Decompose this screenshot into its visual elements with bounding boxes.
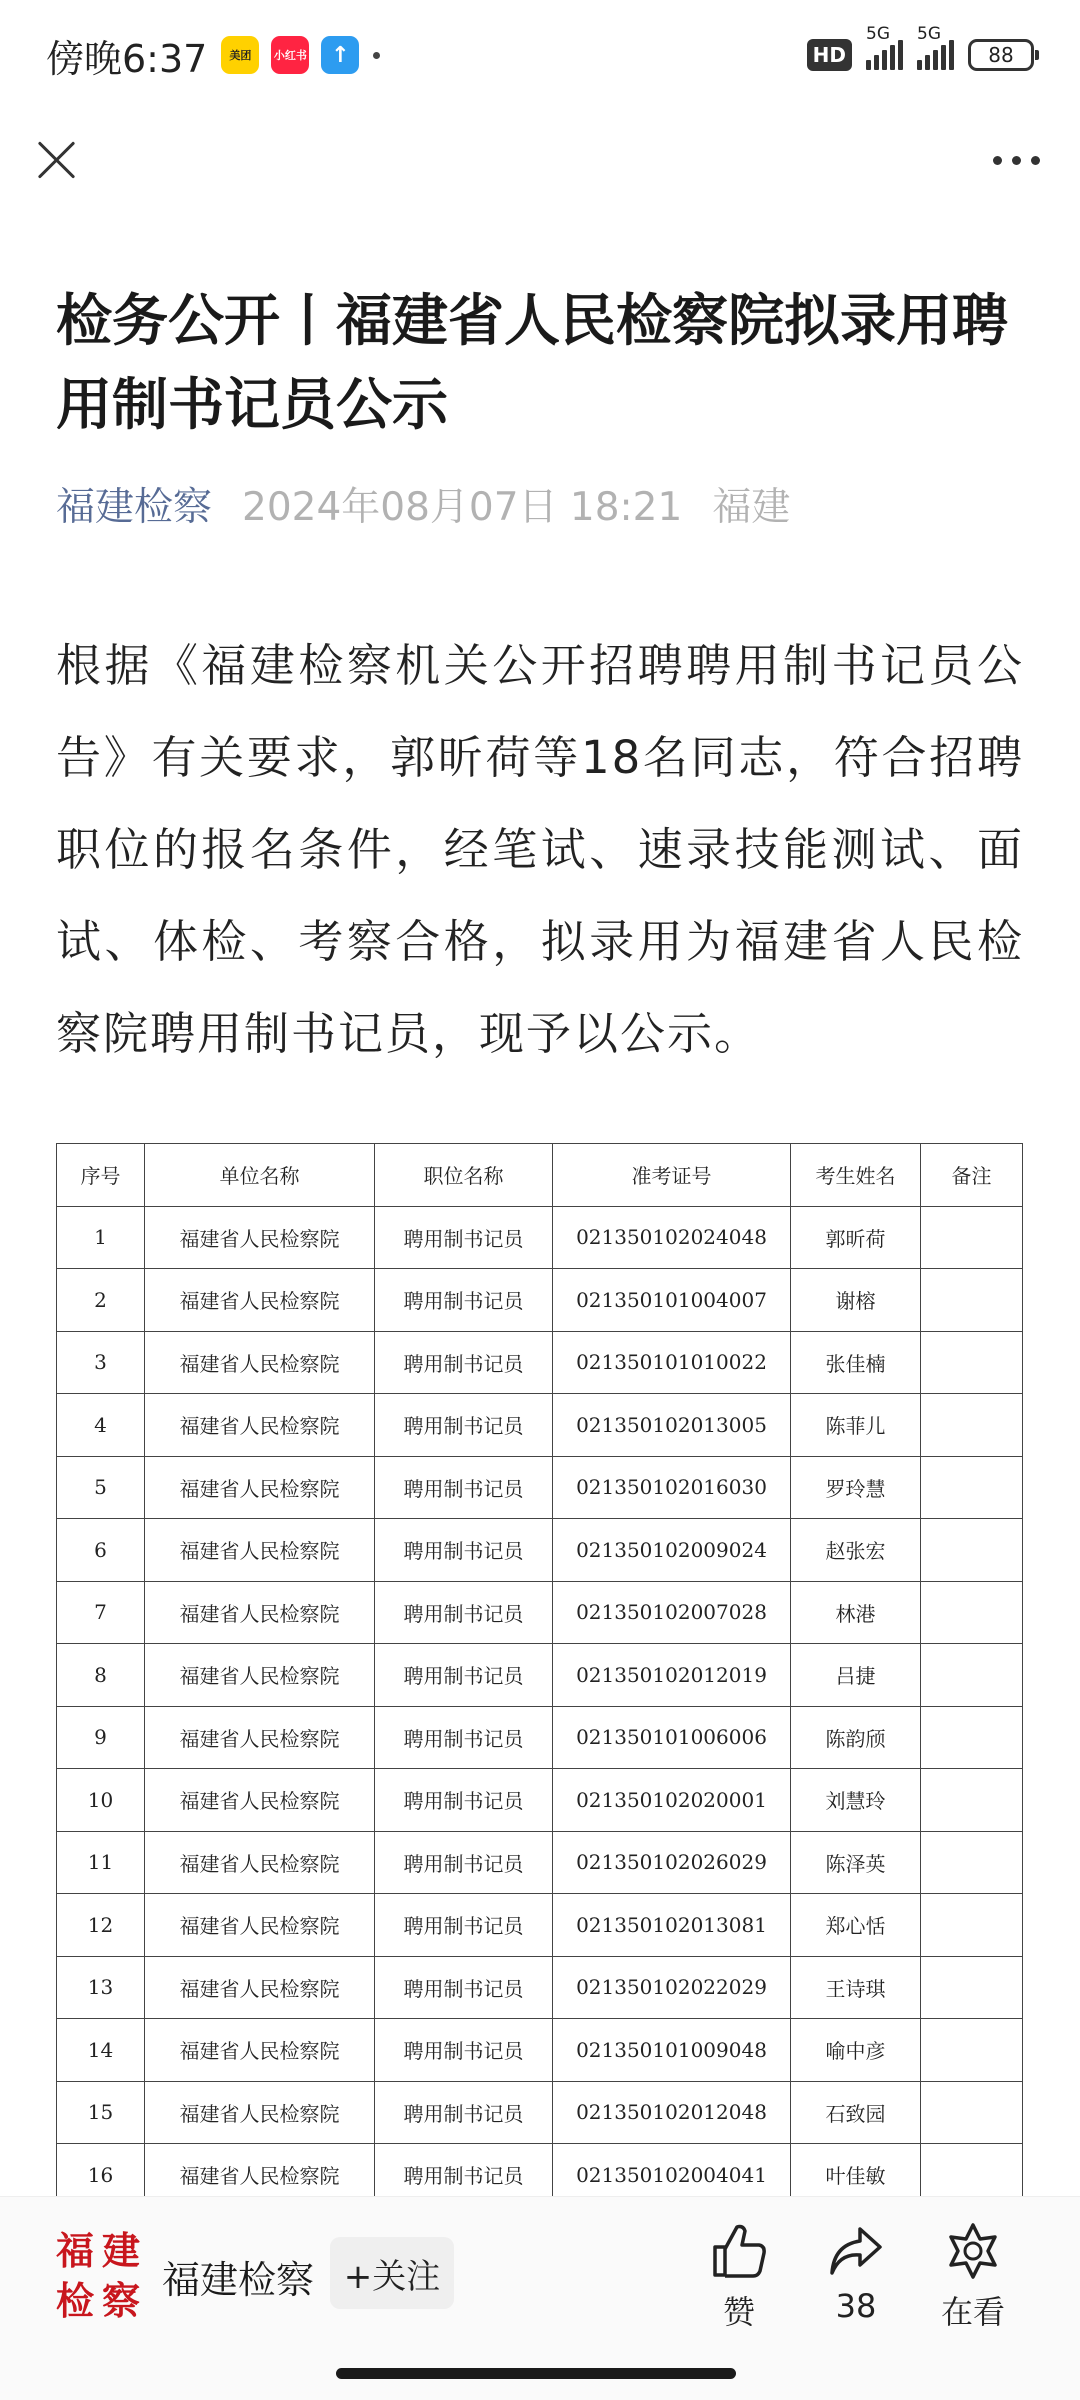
cell-unit: 福建省人民检察院 [145, 1956, 375, 2019]
cell-exam-id: 021350102012019 [553, 1644, 791, 1707]
cell-position: 聘用制书记员 [375, 1581, 553, 1644]
logo-char: 福 [55, 2228, 94, 2273]
cell-index: 15 [57, 2081, 145, 2144]
cell-exam-id: 021350101006006 [553, 1706, 791, 1769]
cell-remark [921, 1331, 1023, 1394]
cell-index: 6 [57, 1519, 145, 1582]
cell-exam-id: 021350102004041 [553, 2144, 791, 2207]
cell-name: 罗玲慧 [791, 1456, 921, 1519]
network-type-label: 5G [866, 24, 890, 44]
cell-name: 郭昕荷 [791, 1206, 921, 1269]
cell-remark [921, 1269, 1023, 1332]
table-row [57, 2019, 1023, 2082]
cell-exam-id: 021350102026029 [553, 1831, 791, 1894]
cell-exam-id: 021350102012048 [553, 2081, 791, 2144]
table-row [57, 1394, 1023, 1457]
cell-exam-id: 021350102022029 [553, 1956, 791, 2019]
cell-unit: 福建省人民检察院 [145, 1206, 375, 1269]
meituan-icon: 美团 [221, 36, 259, 74]
status-bar [0, 0, 1080, 110]
cell-exam-id: 021350101010022 [553, 1331, 791, 1394]
status-time: 傍晚6:37 [46, 36, 208, 81]
cell-position: 聘用制书记员 [375, 2081, 553, 2144]
cell-unit: 福建省人民检察院 [145, 1706, 375, 1769]
logo-char: 建 [101, 2228, 140, 2273]
header-remark: 备注 [921, 1144, 1023, 1207]
cell-remark [921, 1206, 1023, 1269]
cell-name: 石致园 [791, 2081, 921, 2144]
cell-position: 聘用制书记员 [375, 1706, 553, 1769]
cell-position: 聘用制书记员 [375, 1519, 553, 1582]
header-unit: 单位名称 [145, 1144, 375, 1207]
home-indicator[interactable] [336, 2368, 736, 2379]
wow-label: 在看 [940, 2293, 1005, 2331]
article-body: 根据《福建检察机关公开招聘聘用制书记员公告》有关要求，郭昕荷等18名同志，符合招聘职位的报名条件，经笔试、速录技能测试、面试、体检、考察合格，拟录用为福建省人民检察院聘用制书记员，现予以公示。 [56, 639, 1024, 1060]
cell-remark [921, 1894, 1023, 1957]
cell-position: 聘用制书记员 [375, 1269, 553, 1332]
nav-bar [0, 120, 1080, 200]
table-row [57, 2081, 1023, 2144]
cell-position: 聘用制书记员 [375, 1331, 553, 1394]
table-row [57, 1956, 1023, 2019]
cell-exam-id: 021350102016030 [553, 1456, 791, 1519]
more-options-icon[interactable] [983, 146, 1050, 175]
cell-remark [921, 1956, 1023, 2019]
account-logo[interactable] [52, 2227, 144, 2327]
cell-index: 10 [57, 1769, 145, 1832]
share-arrow-icon [826, 2221, 886, 2281]
cell-unit: 福建省人民检察院 [145, 1894, 375, 1957]
table-row [57, 1269, 1023, 1332]
status-indicators [807, 24, 1034, 71]
star-flower-icon [943, 2221, 1003, 2281]
cell-name: 张佳楠 [791, 1331, 921, 1394]
cell-unit: 福建省人民检察院 [145, 1769, 375, 1832]
cell-position: 聘用制书记员 [375, 1894, 553, 1957]
cell-index: 13 [57, 1956, 145, 2019]
hd-voice-icon: HD [807, 39, 852, 71]
publish-region: 福建 [712, 485, 791, 530]
cell-position: 聘用制书记员 [375, 1206, 553, 1269]
cell-exam-id: 021350102024048 [553, 1206, 791, 1269]
status-app-icons [221, 36, 359, 74]
header-position: 职位名称 [375, 1144, 553, 1207]
table-header-row [57, 1144, 1023, 1207]
cell-remark [921, 1706, 1023, 1769]
cell-name: 王诗琪 [791, 1956, 921, 2019]
notification-dot-icon [373, 52, 380, 59]
follow-button[interactable]: +关注 [330, 2237, 454, 2309]
share-count: 38 [835, 2287, 877, 2325]
cell-position: 聘用制书记员 [375, 1769, 553, 1832]
cell-unit: 福建省人民检察院 [145, 1581, 375, 1644]
battery-icon: 88 [968, 39, 1034, 71]
table-row [57, 1831, 1023, 1894]
cell-position: 聘用制书记员 [375, 1956, 553, 2019]
cell-remark [921, 1456, 1023, 1519]
table-row [57, 1206, 1023, 1269]
cell-unit: 福建省人民检察院 [145, 2081, 375, 2144]
cell-exam-id: 021350102013081 [553, 1894, 791, 1957]
cell-name: 叶佳敏 [791, 2144, 921, 2207]
xiaohongshu-icon: 小红书 [271, 36, 309, 74]
share-button[interactable] [801, 2221, 911, 2325]
candidate-table [56, 1143, 1023, 2207]
cell-exam-id: 021350102020001 [553, 1769, 791, 1832]
table-row [57, 1581, 1023, 1644]
account-link[interactable]: 福建检察 [56, 485, 213, 530]
cell-index: 14 [57, 2019, 145, 2082]
cell-name: 赵张宏 [791, 1519, 921, 1582]
cell-unit: 福建省人民检察院 [145, 1456, 375, 1519]
cell-unit: 福建省人民检察院 [145, 1269, 375, 1332]
cell-index: 16 [57, 2144, 145, 2207]
cell-index: 5 [57, 1456, 145, 1519]
cell-remark [921, 1394, 1023, 1457]
cell-position: 聘用制书记员 [375, 1644, 553, 1707]
cell-remark [921, 1581, 1023, 1644]
table-row [57, 1769, 1023, 1832]
cell-remark [921, 1644, 1023, 1707]
cell-remark [921, 1519, 1023, 1582]
close-icon[interactable] [36, 139, 78, 181]
cell-position: 聘用制书记员 [375, 1831, 553, 1894]
cell-unit: 福建省人民检察院 [145, 1519, 375, 1582]
table-row [57, 1331, 1023, 1394]
cell-name: 陈韵颀 [791, 1706, 921, 1769]
header-index: 序号 [57, 1144, 145, 1207]
cell-exam-id: 021350102013005 [553, 1394, 791, 1457]
cell-unit: 福建省人民检察院 [145, 2144, 375, 2207]
cell-position: 聘用制书记员 [375, 1456, 553, 1519]
cell-name: 陈泽英 [791, 1831, 921, 1894]
header-exam-id: 准考证号 [553, 1144, 791, 1207]
cell-position: 聘用制书记员 [375, 2019, 553, 2082]
cell-index: 8 [57, 1644, 145, 1707]
cell-unit: 福建省人民检察院 [145, 2019, 375, 2082]
cell-position: 聘用制书记员 [375, 1394, 553, 1457]
cell-index: 12 [57, 1894, 145, 1957]
table-row [57, 1894, 1023, 1957]
cell-index: 4 [57, 1394, 145, 1457]
cell-name: 喻中彦 [791, 2019, 921, 2082]
cell-unit: 福建省人民检察院 [145, 1831, 375, 1894]
cell-index: 1 [57, 1206, 145, 1269]
logo-char: 察 [101, 2278, 140, 2323]
table-row [57, 1456, 1023, 1519]
cell-exam-id: 021350101009048 [553, 2019, 791, 2082]
cell-name: 吕捷 [791, 1644, 921, 1707]
cell-name: 郑心恬 [791, 1894, 921, 1957]
cell-remark [921, 1831, 1023, 1894]
table-row [57, 1519, 1023, 1582]
cell-remark [921, 2081, 1023, 2144]
article-title: 检务公开丨福建省人民检察院拟录用聘用制书记员公示 [56, 289, 1008, 438]
thumbs-up-icon [709, 2221, 769, 2281]
cell-index: 2 [57, 1269, 145, 1332]
like-label: 赞 [722, 2293, 755, 2331]
publish-date: 2024年08月07日 18:21 [242, 485, 683, 530]
cell-exam-id: 021350102007028 [553, 1581, 791, 1644]
cell-remark [921, 2019, 1023, 2082]
cell-exam-id: 021350101004007 [553, 1269, 791, 1332]
cell-name: 陈菲儿 [791, 1394, 921, 1457]
table-row [57, 1706, 1023, 1769]
signal-strength-icon [866, 24, 903, 70]
logo-char: 检 [55, 2278, 94, 2323]
signal-strength-icon-2 [917, 24, 954, 70]
upload-arrow-icon: ↑ [321, 36, 359, 74]
cell-position: 聘用制书记员 [375, 2144, 553, 2207]
bottom-account-name[interactable]: 福建检察 [162, 2258, 315, 2302]
cell-unit: 福建省人民检察院 [145, 1331, 375, 1394]
wow-button[interactable] [918, 2221, 1028, 2333]
header-name: 考生姓名 [791, 1144, 921, 1207]
cell-index: 7 [57, 1581, 145, 1644]
cell-index: 9 [57, 1706, 145, 1769]
cell-index: 11 [57, 1831, 145, 1894]
cell-name: 刘慧玲 [791, 1769, 921, 1832]
cell-exam-id: 021350102009024 [553, 1519, 791, 1582]
cell-unit: 福建省人民检察院 [145, 1394, 375, 1457]
cell-name: 谢榕 [791, 1269, 921, 1332]
cell-index: 3 [57, 1331, 145, 1394]
cell-remark [921, 1769, 1023, 1832]
like-button[interactable] [684, 2221, 794, 2333]
table-body [57, 1206, 1023, 2206]
article-meta [56, 476, 1016, 532]
cell-name: 林港 [791, 1581, 921, 1644]
cell-unit: 福建省人民检察院 [145, 1644, 375, 1707]
network-type-label-2: 5G [917, 24, 941, 44]
table-row [57, 1644, 1023, 1707]
